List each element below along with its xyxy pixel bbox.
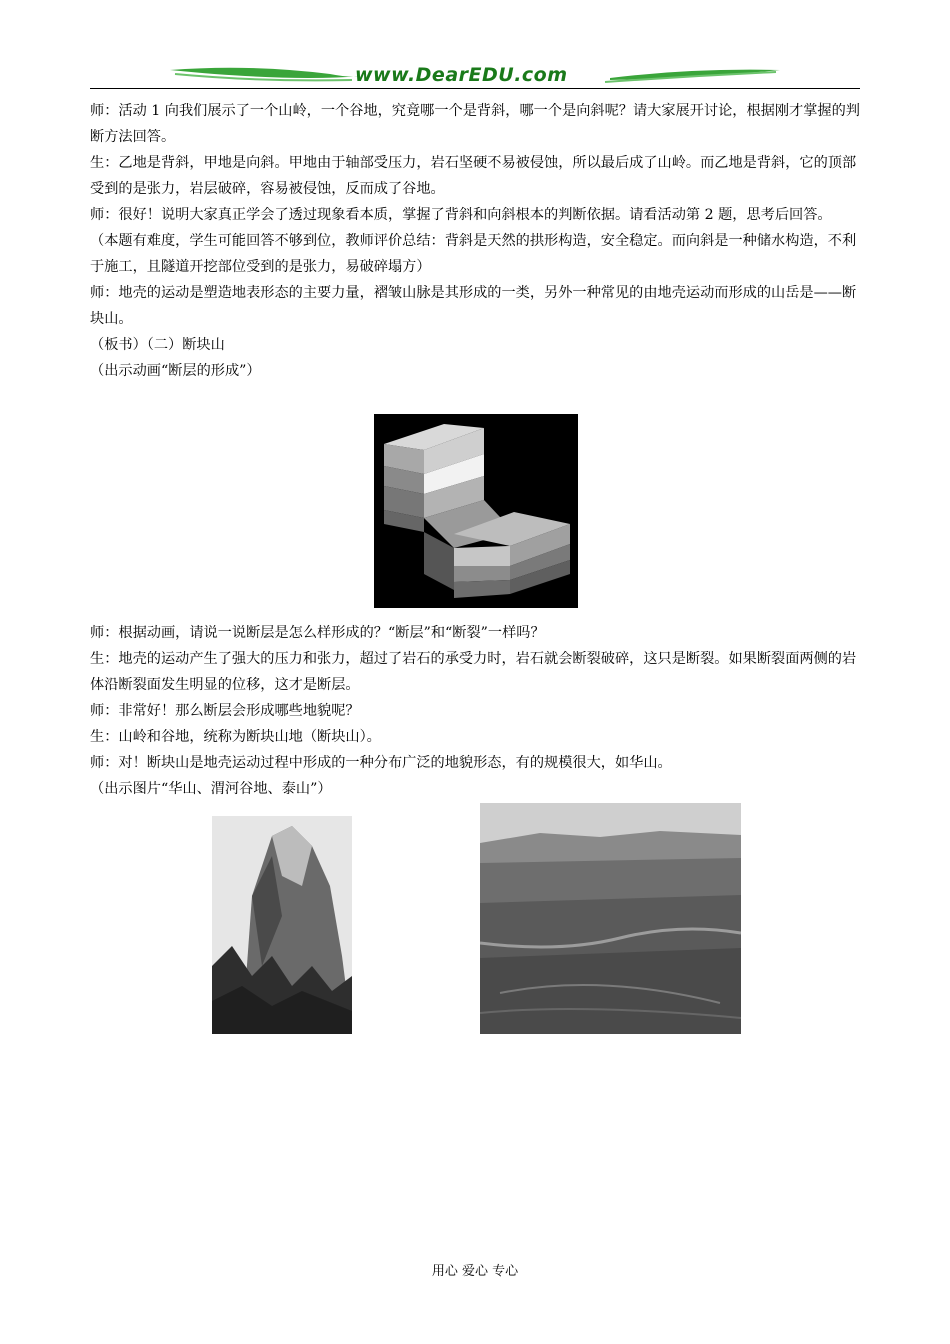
page-footer: 用心 爱心 专心 bbox=[431, 1264, 519, 1279]
paragraph: 生：山岭和谷地，统称为断块山地（断块山）。 bbox=[90, 729, 381, 745]
valley-photo bbox=[480, 803, 741, 1034]
paragraph: 师：活动 1 向我们展示了一个山岭，一个谷地，究竟哪一个是背斜，哪一个是向斜呢？请大家展开讨论，根据刚才掌握的判断方法回答。 bbox=[90, 103, 860, 145]
paragraph: （出示动画“断层的形成”） bbox=[90, 363, 261, 379]
paragraph: 师：根据动画，请说一说断层是怎么样形成的？“断层”和“断裂”一样吗？ bbox=[90, 625, 545, 641]
paragraph: （本题有难度，学生可能回答不够到位，教师评价总结：背斜是天然的拱形构造，安全稳定。而向斜是一种储水构造，不利于施工，且隧道开挖部位受到的是张力，易破碎塌方） bbox=[90, 233, 857, 275]
paragraph: 生：地壳的运动产生了强大的压力和张力，超过了岩石的承受力时，岩石就会断裂破碎，这只是断裂。如果断裂面两侧的岩体沿断裂面发生明显的位移，这才是断层。 bbox=[90, 651, 857, 693]
paragraph: 师：非常好！那么断层会形成哪些地貌呢？ bbox=[90, 703, 360, 719]
paragraph: 师：对！断块山是地壳运动过程中形成的一种分布广泛的地貌形态，有的规模很大，如华山。 bbox=[90, 755, 672, 771]
paragraph: （出示图片“华山、渭河谷地、泰山”） bbox=[90, 781, 332, 797]
body-text-top bbox=[90, 98, 860, 384]
paragraph: （板书）（二）断块山 bbox=[90, 337, 225, 353]
body-text-bottom bbox=[90, 620, 860, 802]
fault-formation-figure bbox=[374, 414, 578, 608]
mountain-peak-photo bbox=[212, 816, 352, 1034]
paragraph: 师：很好！说明大家真正学会了透过现象看本质，掌握了背斜和向斜根本的判断依据。请看活动第 2 题，思考后回答。 bbox=[90, 207, 832, 223]
header-rule bbox=[90, 88, 860, 89]
paragraph: 师：地壳的运动是塑造地表形态的主要力量，褶皱山脉是其形成的一类，另外一种常见的由地壳运动而形成的山岳是——断块山。 bbox=[90, 285, 857, 327]
paragraph: 生：乙地是背斜，甲地是向斜。甲地由于轴部受压力，岩石坚硬不易被侵蚀，所以最后成了山岭。而乙地是背斜，它的顶部受到的是张力，岩层破碎，容易被侵蚀，反而成了谷地。 bbox=[90, 155, 857, 197]
site-logo-text: www.DearEDU.com bbox=[355, 64, 568, 86]
